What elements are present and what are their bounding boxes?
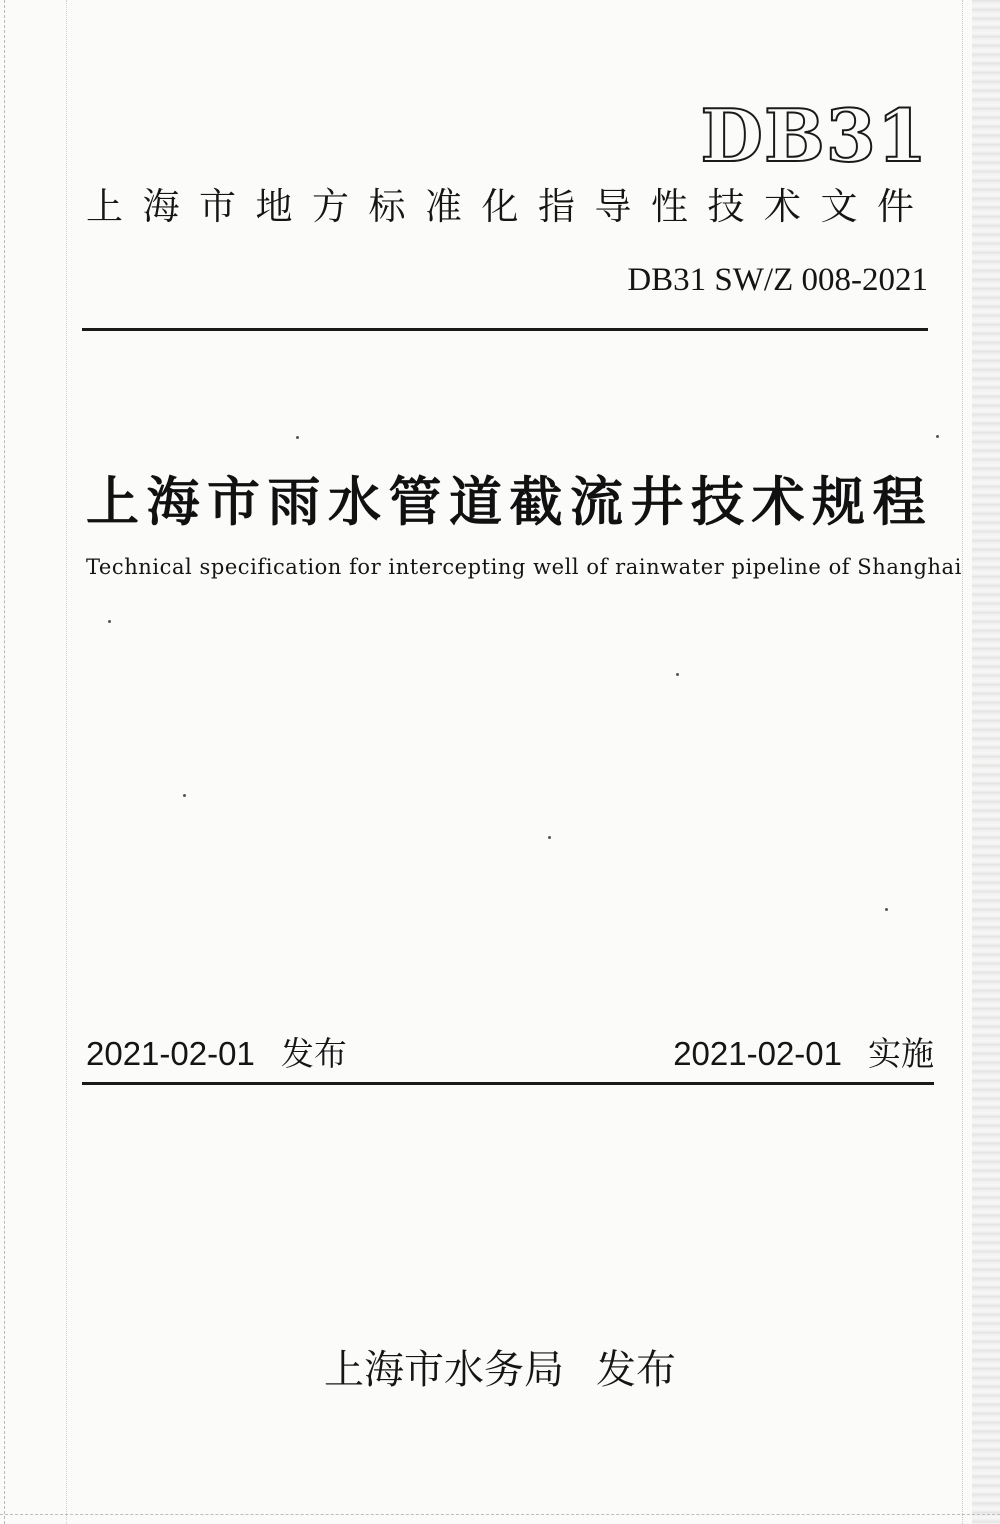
scan-speck — [885, 908, 888, 911]
effective-date-line — [673, 1037, 934, 1070]
title-chinese: 上海市雨水管道截流井技术规程 — [86, 472, 933, 533]
title-english: Technical specification for intercepting well of rainwater pipeline of Shanghai — [86, 555, 962, 579]
publish-date: 2021-02-01 — [86, 1035, 255, 1072]
scan-speck — [108, 620, 111, 623]
effective-date: 2021-02-01 — [673, 1035, 842, 1072]
scan-right-edge — [972, 0, 1000, 1524]
standard-code-mark: DB31 — [700, 93, 928, 178]
scan-left-edge — [0, 0, 5, 1524]
top-divider — [82, 328, 928, 331]
publish-date-line — [86, 1037, 347, 1070]
effective-label: 实施 — [868, 1035, 934, 1072]
issuer-name: 上海市水务局 — [324, 1347, 564, 1393]
scan-speck — [936, 435, 939, 438]
scan-speck — [296, 436, 299, 439]
bottom-divider — [82, 1082, 934, 1085]
publish-label: 发布 — [280, 1035, 347, 1072]
scan-speck — [676, 673, 679, 676]
issuer-action: 发布 — [596, 1347, 676, 1393]
scan-right-fold — [962, 0, 964, 1524]
scan-left-fold — [66, 0, 68, 1524]
document-number: DB31 SW/Z 008-2021 — [627, 262, 928, 298]
scan-bottom-edge — [0, 1514, 1000, 1516]
scan-speck — [548, 836, 551, 839]
scan-speck — [183, 794, 186, 797]
document-type: 上海市地方标准化指导性技术文件 — [86, 185, 934, 228]
issuer-line — [0, 1347, 1000, 1393]
